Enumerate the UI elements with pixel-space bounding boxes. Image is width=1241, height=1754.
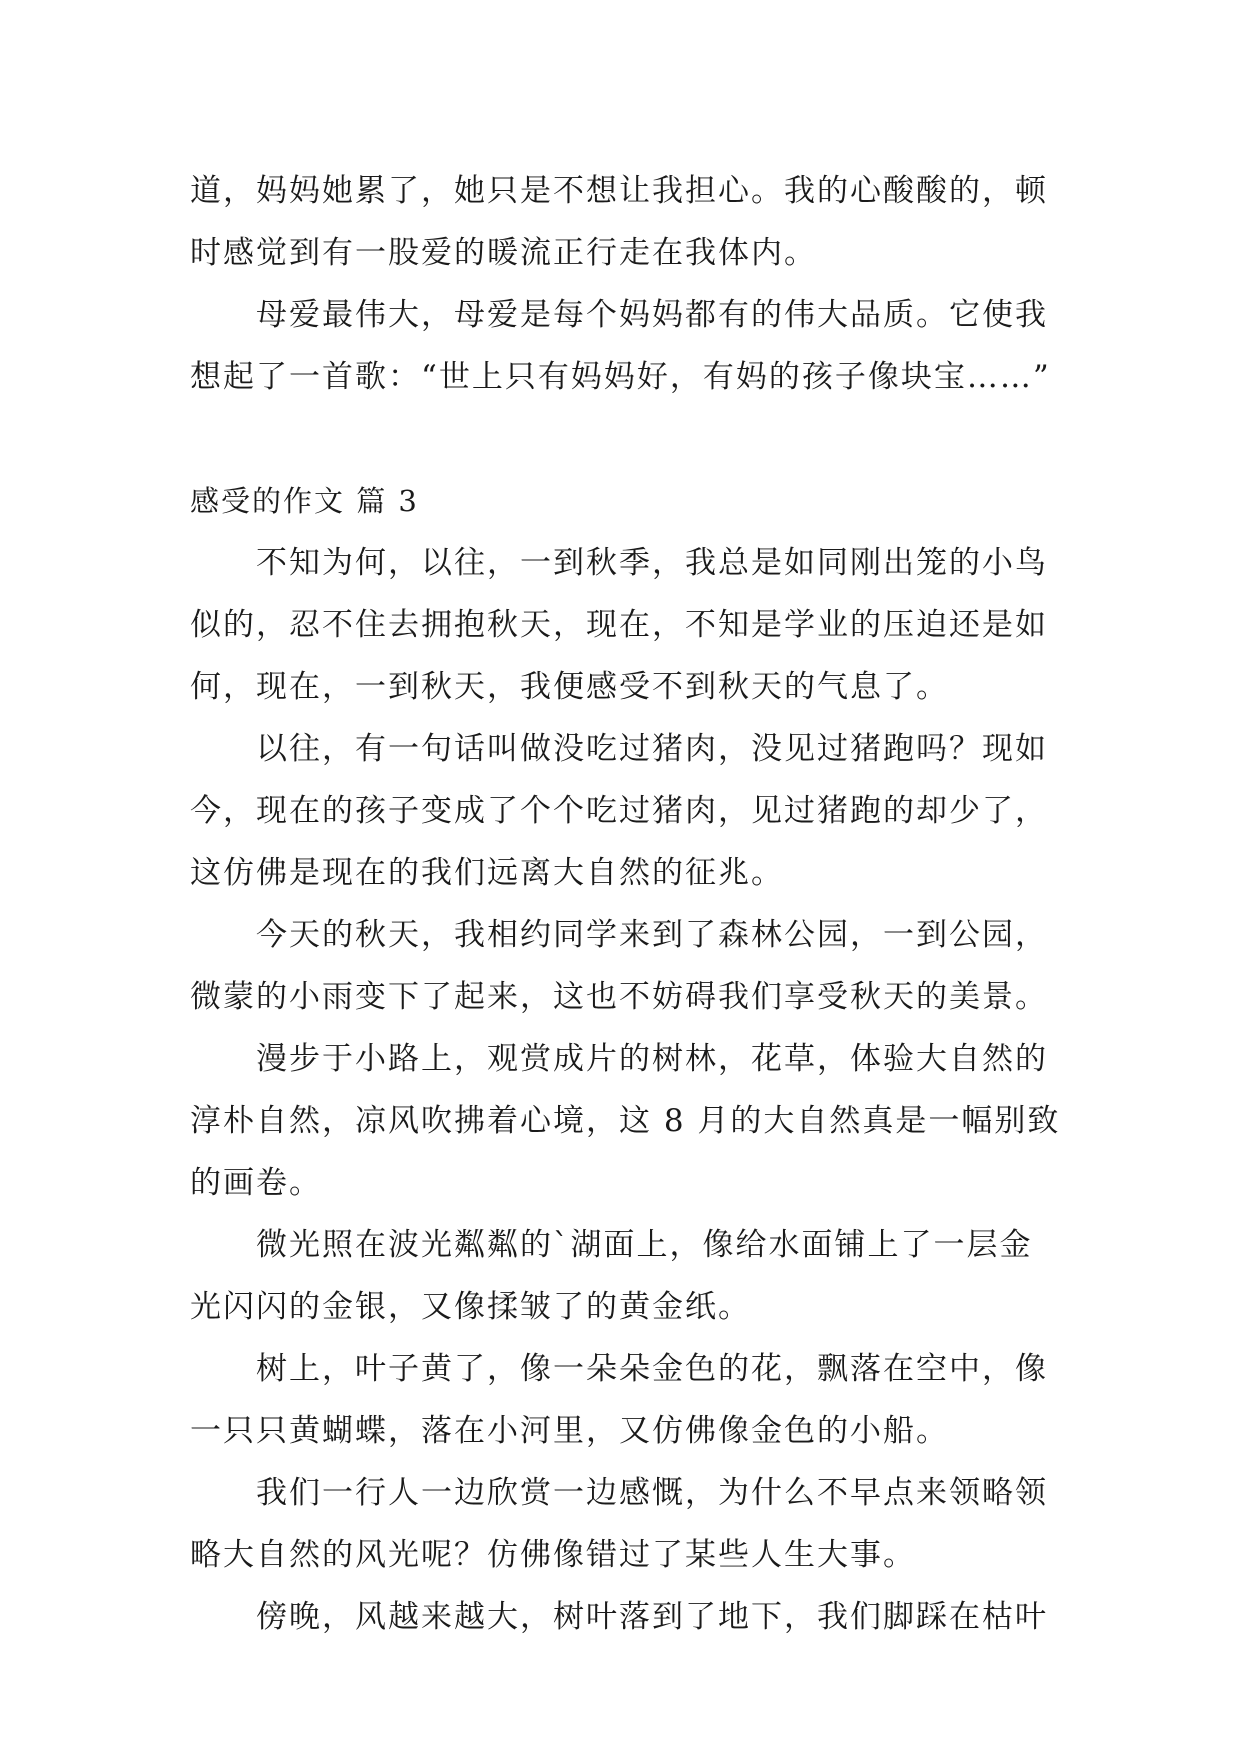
text-line: 树上，叶子黄了，像一朵朵金色的花，飘落在空中，像 bbox=[190, 1351, 1048, 1387]
text-line: 一只只黄蝴蝶，落在小河里，又仿佛像金色的小船。 bbox=[190, 1413, 949, 1449]
text-line: 想起了一首歌：“世上只有妈妈好，有妈的孩子像块宝……” bbox=[190, 359, 1051, 395]
text-line: 傍晚，风越来越大，树叶落到了地下，我们脚踩在枯叶 bbox=[190, 1599, 1048, 1635]
text-line: 以往，有一句话叫做没吃过猪肉，没见过猪跑吗？现如 bbox=[190, 731, 1048, 767]
text-line: 光闪闪的金银，又像揉皱了的黄金纸。 bbox=[190, 1289, 751, 1325]
text-line: 的画卷。 bbox=[190, 1165, 322, 1201]
text-line: 何，现在，一到秋天，我便感受不到秋天的气息了。 bbox=[190, 669, 949, 705]
text-line: 母爱最伟大，母爱是每个妈妈都有的伟大品质。它使我 bbox=[190, 297, 1048, 333]
text-line: 今天的秋天，我相约同学来到了森林公园，一到公园， bbox=[190, 917, 1048, 953]
document-body bbox=[190, 160, 1061, 1648]
text-line: 似的，忍不住去拥抱秋天，现在，不知是学业的压迫还是如 bbox=[190, 607, 1048, 643]
text-line: 略大自然的风光呢？仿佛像错过了某些人生大事。 bbox=[190, 1537, 916, 1573]
text-line: 淳朴自然，凉风吹拂着心境，这 8 月的大自然真是一幅别致 bbox=[190, 1103, 1061, 1139]
text-line: 不知为何，以往，一到秋季，我总是如同刚出笼的小鸟 bbox=[190, 545, 1048, 581]
text-line: 微蒙的小雨变下了起来，这也不妨碍我们享受秋天的美景。 bbox=[190, 979, 1048, 1015]
text-line: 这仿佛是现在的我们远离大自然的征兆。 bbox=[190, 855, 784, 891]
text-line: 时感觉到有一股爱的暖流正行走在我体内。 bbox=[190, 235, 817, 271]
text-line: 微光照在波光粼粼的`湖面上，像给水面铺上了一层金 bbox=[190, 1227, 1033, 1263]
text-line: 今，现在的孩子变成了个个吃过猪肉，见过猪跑的却少了， bbox=[190, 793, 1048, 829]
section-spacer bbox=[190, 408, 1058, 470]
text-line: 道，妈妈她累了，她只是不想让我担心。我的心酸酸的，顿 bbox=[190, 173, 1048, 209]
text-line: 漫步于小路上，观赏成片的树林，花草，体验大自然的 bbox=[190, 1041, 1048, 1077]
section-heading: 感受的作文 篇 3 bbox=[190, 484, 419, 518]
text-line: 我们一行人一边欣赏一边感慨，为什么不早点来领略领 bbox=[190, 1475, 1048, 1511]
